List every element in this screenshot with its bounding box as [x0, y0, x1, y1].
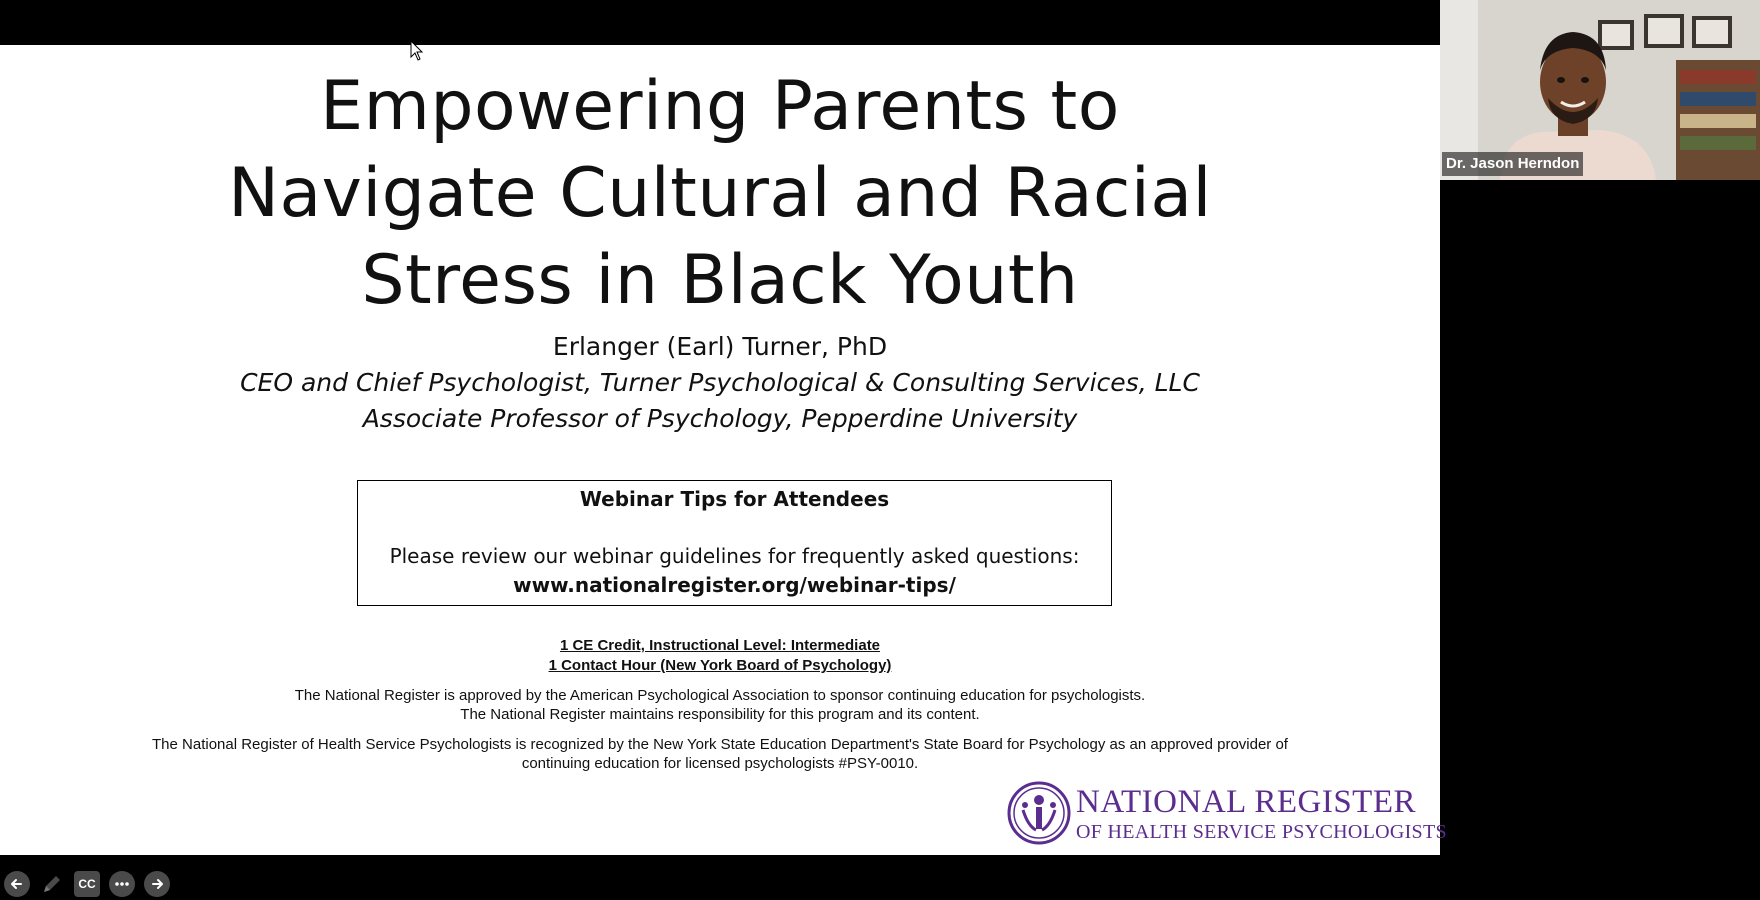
annotate-button[interactable]	[39, 871, 65, 897]
national-register-logo	[1006, 780, 1447, 846]
more-options-button[interactable]	[109, 871, 135, 897]
next-slide-button[interactable]	[144, 871, 170, 897]
tips-body: Please review our webinar guidelines for frequently asked questions:	[389, 544, 1080, 568]
ce-credit-line: 1 CE Credit, Instructional Level: Intermediate	[559, 637, 881, 654]
logo-text-line1: NATIONAL REGISTER	[1076, 784, 1416, 820]
note-line: The National Register of Health Service Psychologists is recognized by the New York State Education Department's State Board for Psychology as an approved provider of	[152, 736, 1288, 753]
ellipsis-icon	[114, 876, 130, 892]
presenter-role-2: Associate Professor of Psychology, Pepperdine University	[362, 404, 1078, 433]
slide-title-line: Navigate Cultural and Racial	[228, 154, 1212, 233]
national-register-seal-icon	[1006, 780, 1072, 846]
nys-approval-note	[0, 735, 1440, 773]
webinar-tips-box	[357, 480, 1112, 606]
apa-approval-note	[0, 686, 1440, 724]
note-line: The National Register is approved by the American Psychological Association to sponsor continuing education for psychologists.	[294, 687, 1146, 704]
arrow-left-icon	[9, 876, 25, 892]
presentation-slide	[0, 45, 1447, 891]
slide-title	[0, 63, 1440, 324]
speaker-video-tile[interactable]	[1440, 0, 1760, 180]
previous-slide-button[interactable]	[4, 871, 30, 897]
speaker-name-label: Dr. Jason Herndon	[1442, 152, 1583, 176]
note-line: continuing education for licensed psychologists #PSY-0010.	[521, 755, 919, 772]
slide-title-line: Empowering Parents to	[320, 67, 1120, 146]
arrow-right-icon	[149, 876, 165, 892]
logo-text-line2: OF HEALTH SERVICE PSYCHOLOGISTS	[1076, 821, 1447, 843]
presenter-role-1: CEO and Chief Psychologist, Turner Psychological & Consulting Services, LLC	[240, 368, 1200, 397]
tips-url: www.nationalregister.org/webinar-tips/	[513, 573, 956, 597]
slide-controls	[4, 871, 170, 897]
slide-title-line: Stress in Black Youth	[361, 241, 1079, 320]
note-line: The National Register maintains responsibility for this program and its content.	[460, 706, 980, 723]
contact-hour-line: 1 Contact Hour (New York Board of Psychology)	[548, 657, 892, 674]
captions-button[interactable]	[74, 871, 100, 897]
presenter-name: Erlanger (Earl) Turner, PhD	[552, 332, 888, 361]
pencil-icon	[40, 872, 64, 896]
cc-icon: CC	[78, 877, 96, 891]
mouse-pointer-icon	[410, 40, 424, 62]
tips-heading: Webinar Tips for Attendees	[579, 487, 890, 511]
